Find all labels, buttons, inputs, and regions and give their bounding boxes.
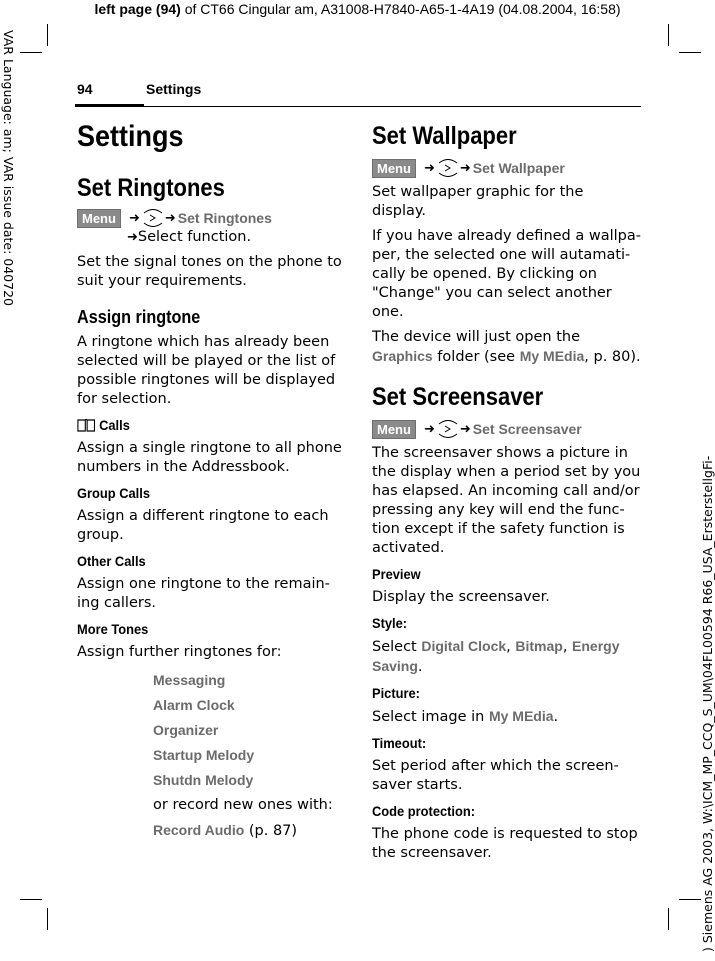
wallpaper-text-3-part: folder (see xyxy=(432,349,520,365)
record-text: or record new ones with: xyxy=(153,797,333,813)
navigation-key-icon xyxy=(437,420,459,438)
wallpaper-text-3-part: , p. 80). xyxy=(584,349,641,365)
picture-text xyxy=(372,707,642,727)
page-banner xyxy=(0,0,715,18)
list-item: Alarm Clock xyxy=(153,697,235,713)
picture-text-part: Select image in xyxy=(372,709,489,725)
list-item: Messaging xyxy=(153,672,226,688)
preview-label: Preview xyxy=(372,566,421,582)
list-item: Organizer xyxy=(153,722,219,738)
wallpaper-text-1: Set wallpaper graphic for the display. xyxy=(372,184,584,219)
my-media-link: My MEdia xyxy=(519,348,585,364)
graphics-link: Graphics xyxy=(372,348,433,364)
picture-text-part: . xyxy=(553,709,559,725)
style-text-part: . xyxy=(417,659,423,675)
record-audio-link: Record Audio xyxy=(153,822,245,838)
calls-label xyxy=(77,416,324,435)
crop-mark xyxy=(668,24,669,46)
navigation-key-icon xyxy=(437,159,459,177)
crop-mark xyxy=(679,899,701,900)
wallpaper-text-3-part: The device will just open the xyxy=(372,329,581,345)
navigation-key-icon xyxy=(142,209,164,227)
header-rule xyxy=(75,106,641,107)
style-text-part: , xyxy=(506,639,516,655)
menu-key-badge: Menu xyxy=(77,209,121,228)
more-tones-text: Assign further ringtones for: xyxy=(77,644,282,660)
wallpaper-menu-path xyxy=(372,158,642,178)
wallpaper-text-2: If you have already defined a wallpa-per, the selected one will autamati-cally be opened. By clicking on "Change" you can select another one. xyxy=(372,228,641,320)
crop-mark xyxy=(668,908,669,930)
arrow-icon: ➜ xyxy=(164,210,176,226)
banner-page-ref: left page (94) xyxy=(94,1,181,17)
code-protection-label: Code protection: xyxy=(372,803,476,819)
crop-mark xyxy=(20,52,42,53)
calls-label-text: Calls xyxy=(99,417,130,433)
screensaver-heading: Set Screensaver xyxy=(372,383,544,411)
assign-ringtone-heading: Assign ringtone xyxy=(77,307,201,327)
ringtones-path-next-text: Select function. xyxy=(137,229,252,245)
style-option-energy-saving: Energy Saving xyxy=(372,638,620,674)
page-title: Settings xyxy=(77,120,184,153)
style-text-part: , xyxy=(562,639,573,655)
addressbook-icon xyxy=(77,418,95,432)
other-calls-label: Other Calls xyxy=(77,553,146,569)
assign-ringtone-text: A ringtone which has already been selected will be played or the list of possible ringtones will be displayed for selection. xyxy=(77,334,336,407)
header-section-title: Settings xyxy=(146,81,202,97)
timeout-label: Timeout: xyxy=(372,735,427,751)
screensaver-path-text: Set Screensaver xyxy=(472,420,582,437)
record-audio-ref: (p. 87) xyxy=(244,823,298,839)
right-column xyxy=(372,120,642,863)
left-column xyxy=(77,120,345,844)
screensaver-intro: The screensaver shows a picture in the display when a period set by you has elapsed. An incoming call and/or pressing any key will end the func-tion except if the safety function is activated. xyxy=(372,445,641,556)
group-calls-label: Group Calls xyxy=(77,485,151,501)
arrow-icon: ➜ xyxy=(423,421,435,437)
picture-label: Picture: xyxy=(372,685,420,701)
margin-copyright-info: ) Siemens AG 2003, W:\ICM_MP_CCQ_S_UM\04FL00594 R66_USA_ErsterstellgFi- xyxy=(700,455,715,952)
list-item: Shutdn Melody xyxy=(153,772,254,788)
ringtones-heading: Set Ringtones xyxy=(77,174,225,202)
arrow-icon: ➜ xyxy=(128,210,140,226)
group-calls-text: Assign a different ringtone to each group. xyxy=(77,508,329,543)
style-option-bitmap: Bitmap xyxy=(515,638,563,654)
menu-key-badge: Menu xyxy=(372,420,416,439)
ringtones-intro: Set the signal tones on the phone to suit your requirements. xyxy=(77,254,342,289)
code-protection-text: The phone code is requested to stop the screensaver. xyxy=(372,826,638,861)
screensaver-menu-path xyxy=(372,419,642,439)
calls-text: Assign a single ringtone to all phone numbers in the Addressbook. xyxy=(77,440,342,475)
crop-mark xyxy=(47,24,48,46)
ringtones-path-text: Set Ringtones xyxy=(177,209,272,226)
more-tones-list xyxy=(77,668,345,844)
arrow-icon: ➜ xyxy=(459,421,471,437)
wallpaper-text-3 xyxy=(372,328,642,367)
preview-text: Display the screensaver. xyxy=(372,589,550,605)
more-tones-label: More Tones xyxy=(77,621,149,637)
style-label: Style: xyxy=(372,615,408,631)
wallpaper-heading: Set Wallpaper xyxy=(372,122,517,150)
banner-document-info: of CT66 Cingular am, A31008-H7840-A65-1-4A19 (04.08.2004, 16:58) xyxy=(180,1,621,17)
arrow-icon: ➜ xyxy=(423,160,435,176)
list-item: Startup Melody xyxy=(153,747,255,763)
style-option-digital-clock: Digital Clock xyxy=(421,638,507,654)
arrow-icon: ➜ xyxy=(459,160,471,176)
style-text xyxy=(372,637,642,677)
crop-mark xyxy=(20,899,42,900)
other-calls-text: Assign one ringtone to the remain-ing callers. xyxy=(77,576,330,611)
wallpaper-path-text: Set Wallpaper xyxy=(472,159,565,176)
timeout-text: Set period after which the screen-saver starts. xyxy=(372,758,619,793)
record-audio-line xyxy=(153,818,345,844)
arrow-icon: ➜ xyxy=(127,230,138,245)
ringtones-path-next xyxy=(77,228,345,247)
crop-mark xyxy=(679,52,701,53)
style-text-part: Select xyxy=(372,639,422,655)
header-page-number: 94 xyxy=(77,81,93,97)
my-media-link: My MEdia xyxy=(488,708,554,724)
crop-mark xyxy=(47,908,48,930)
ringtones-menu-path xyxy=(77,208,345,228)
menu-key-badge: Menu xyxy=(372,159,416,178)
margin-language-info: VAR Language: am; VAR issue date: 040720 xyxy=(1,30,16,306)
